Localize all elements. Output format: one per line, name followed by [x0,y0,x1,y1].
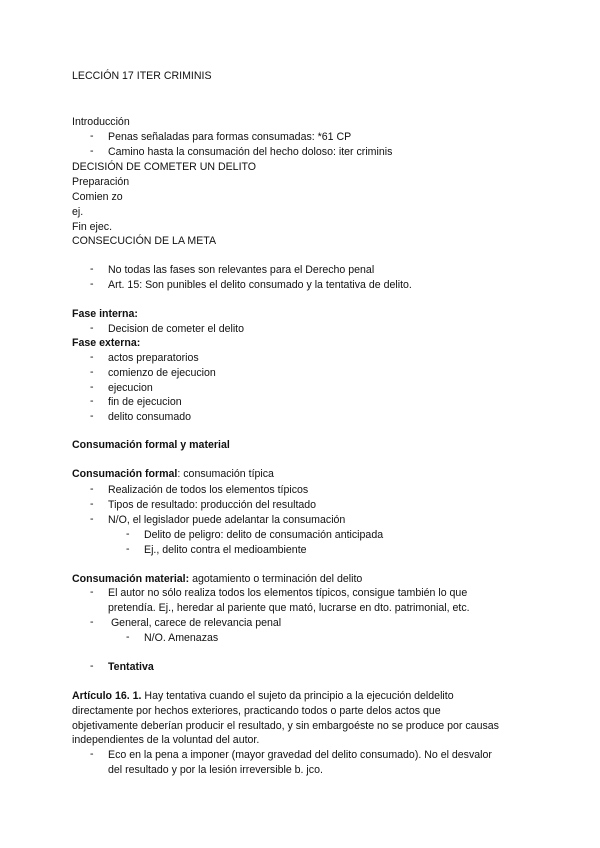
formal-subitem: Ej., delito contra el medioambiente [144,544,307,556]
bullet-dash: - [90,616,94,628]
tentativa-note-line1: Eco en la pena a imponer (mayor gravedad del delito consumado). No el desvalor [108,749,492,761]
lesson-title: LECCIÓN 17 ITER CRIMINIS [72,70,212,82]
consumacion-material-text: agotamiento o terminación del delito [189,573,363,585]
fase-externa-heading: Fase externa: [72,337,141,349]
step-comienzo: Comien zo [72,191,123,203]
article-text: Hay tentativa cuando el sujeto da principio a la ejecución deldelito [141,690,454,702]
bullet-dash: - [90,366,94,378]
bullet-dash: - [90,395,94,407]
intro-item: Penas señaladas para formas consumadas: *61 CP [108,131,352,143]
article-line: independientes de la voluntad del autor. [72,734,260,746]
bullet-dash: - [90,130,94,142]
fase-externa-item: comienzo de ejecucion [108,367,216,379]
consumacion-heading: Consumación formal y material [72,439,230,451]
bullet-dash: - [126,528,130,540]
article-label: Artículo 16. 1. [72,690,142,702]
fase-externa-item: ejecucion [108,382,153,394]
step-ej: ej. [72,206,84,218]
intro-item: Camino hasta la consumación del hecho doloso: iter criminis [108,146,393,158]
article-line [72,689,454,703]
material-item-line1: El autor no sólo realiza todos los elementos típicos, consigue también lo que [108,587,468,599]
material-subitem: N/O. Amenazas [144,632,219,644]
tentativa-heading: Tentativa [108,661,154,673]
consumacion-material-label: Consumación material: [72,573,190,585]
step-consecucion: CONSECUCIÓN DE LA META [72,235,217,247]
bullet-dash: - [126,543,130,555]
consumacion-formal-text: : consumación típica [177,468,274,480]
bullet-dash: - [90,586,94,598]
bullet-dash: - [90,145,94,157]
bullet-dash: - [90,483,94,495]
bullet-dash: - [90,748,94,760]
bullet-dash: - [90,498,94,510]
step-fin: Fin ejec. [72,221,113,233]
consumacion-material-line [72,572,362,586]
intro-heading: Introducción [72,116,130,128]
fase-externa-item: fin de ejecucion [108,396,182,408]
consumacion-formal-line [72,467,274,481]
formal-subitem: Delito de peligro: delito de consumación anticipada [144,529,384,541]
tentativa-note-line2: del resultado y por la lesión irreversible b. jco. [108,764,323,776]
step-decision: DECISIÓN DE COMETER UN DELITO [72,161,257,173]
material-item-line2: pretendía. Ej., heredar al pariente que mató, lucrarse en dto. patrimonial, etc. [108,602,470,614]
bullet-dash: - [90,351,94,363]
intro-note: Art. 15: Son punibles el delito consumado y la tentativa de delito. [108,279,412,291]
bullet-dash: - [90,660,94,672]
bullet-dash: - [90,278,94,290]
formal-item: Tipos de resultado: producción del resultado [108,499,317,511]
bullet-dash: - [126,631,130,643]
bullet-dash: - [90,322,94,334]
intro-note: No todas las fases son relevantes para el Derecho penal [108,264,375,276]
fase-externa-item: delito consumado [108,411,192,423]
article-line: directamente por hechos exteriores, practicando todos o parte delos actos que [72,705,441,717]
material-item: General, carece de relevancia penal [108,617,282,629]
bullet-dash: - [90,381,94,393]
article-line: objetivamente deberían producir el resultado, y sin embargoéste no se produce por causas [72,720,499,732]
step-preparacion: Preparación [72,176,130,188]
bullet-dash: - [90,263,94,275]
bullet-dash: - [90,410,94,422]
fase-interna-heading: Fase interna: [72,308,138,320]
fase-externa-item: actos preparatorios [108,352,199,364]
formal-item: N/O, el legislador puede adelantar la consumación [108,514,346,526]
consumacion-formal-label: Consumación formal [72,468,178,480]
formal-item: Realización de todos los elementos típicos [108,484,309,496]
bullet-dash: - [90,513,94,525]
fase-interna-item: Decision de cometer el delito [108,323,245,335]
